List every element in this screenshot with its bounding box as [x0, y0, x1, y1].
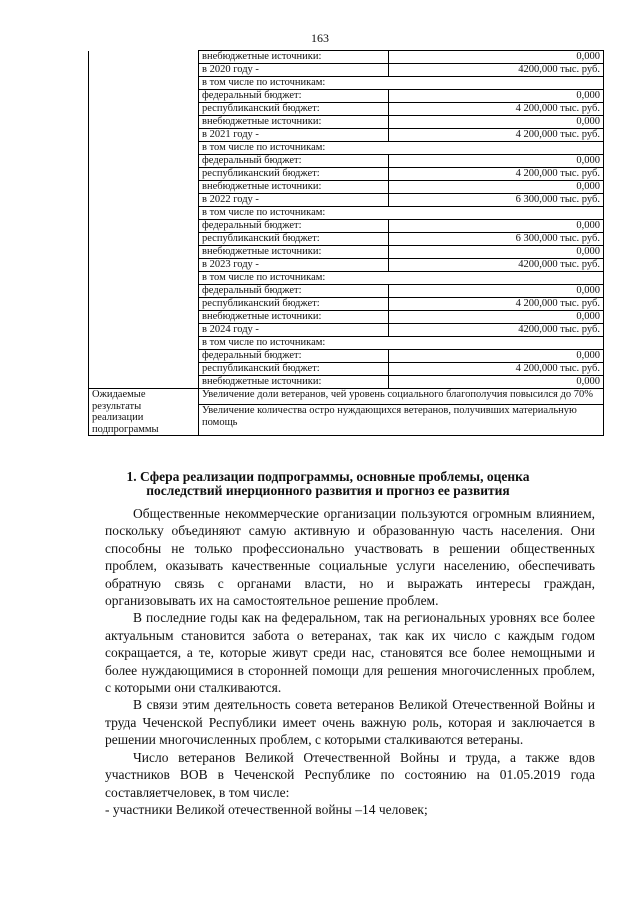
funding-amount: 0,000	[389, 376, 604, 389]
funding-label: республиканский бюджет:	[199, 233, 389, 246]
list-item: - участники Великой отечественной войны –14 человек;	[105, 801, 428, 817]
body-text	[105, 505, 595, 818]
empty-label-cell	[89, 51, 199, 389]
funding-label: в 2021 году -	[199, 129, 389, 142]
funding-label: внебюджетные источники:	[199, 311, 389, 324]
funding-label: внебюджетные источники:	[199, 376, 389, 389]
funding-amount: 4 200,000 тыс. руб.	[389, 298, 604, 311]
paragraph: Общественные некоммерческие организации пользуются огромным влиянием, поскольку объединяют самую активную и образованную часть населения. Они способны не только профессионально участвовать в решении общественных проблем, оказывать качественные социальные услуги населению, обеспечивать обратную связь с органами власти, но и выражать интересы граждан, организовывать их на самостоятельное решение проблем.	[105, 506, 595, 609]
funding-label: федеральный бюджет:	[199, 285, 389, 298]
funding-amount: 4 200,000 тыс. руб.	[389, 129, 604, 142]
funding-label: федеральный бюджет:	[199, 350, 389, 363]
funding-label: в том числе по источникам:	[199, 337, 604, 350]
funding-label: внебюджетные источники:	[199, 181, 389, 194]
funding-label: республиканский бюджет:	[199, 363, 389, 376]
funding-label: федеральный бюджет:	[199, 155, 389, 168]
funding-amount: 0,000	[389, 350, 604, 363]
funding-label: республиканский бюджет:	[199, 168, 389, 181]
expected-results-label: Ожидаемые результаты реализации подпрограммы	[89, 389, 199, 436]
funding-amount: 0,000	[389, 246, 604, 259]
funding-label: федеральный бюджет:	[199, 90, 389, 103]
funding-label: в том числе по источникам:	[199, 142, 604, 155]
funding-label: внебюджетные источники:	[199, 116, 389, 129]
funding-label: внебюджетные источники:	[199, 246, 389, 259]
funding-amount: 0,000	[389, 51, 604, 64]
funding-amount: 0,000	[389, 181, 604, 194]
table-row	[89, 389, 604, 405]
funding-amount: 0,000	[389, 220, 604, 233]
funding-amount: 4200,000 тыс. руб.	[389, 259, 604, 272]
funding-amount: 6 300,000 тыс. руб.	[389, 194, 604, 207]
funding-label: в том числе по источникам:	[199, 272, 604, 285]
funding-label: в 2020 году -	[199, 64, 389, 77]
funding-amount: 0,000	[389, 90, 604, 103]
funding-amount: 0,000	[389, 155, 604, 168]
funding-amount: 4 200,000 тыс. руб.	[389, 103, 604, 116]
paragraph: В последние годы как на федеральном, так на региональных уровнях все более актуальным становится забота о ветеранах, так как их число с каждым годом сокращается, а те, которые живут среди нас, становятся все более немощными и более нуждающимися в сторонней помощи для решения многочисленных проблем, с которыми они сталкиваются.	[105, 610, 595, 696]
funding-amount: 0,000	[389, 311, 604, 324]
funding-label: республиканский бюджет:	[199, 298, 389, 311]
funding-label: в том числе по источникам:	[199, 77, 604, 90]
funding-label: в 2022 году -	[199, 194, 389, 207]
funding-amount: 0,000	[389, 116, 604, 129]
page-number: 163	[311, 31, 329, 45]
funding-amount: 4200,000 тыс. руб.	[389, 324, 604, 337]
funding-label: в 2024 году -	[199, 324, 389, 337]
paragraph: В связи этим деятельность совета ветеранов Великой Отечественной Войны и труда Чеченской Республики имеет очень важную роль, которая и заключается в решении многочисленных проблем, с которыми сталкиваются ветераны.	[105, 697, 595, 748]
funding-table	[88, 50, 604, 436]
funding-label: внебюджетные источники:	[199, 51, 389, 64]
table-row	[89, 51, 604, 64]
expected-result-item: Увеличение количества остро нуждающихся ветеранов, получивших материальную помощь	[199, 405, 604, 436]
funding-label: республиканский бюджет:	[199, 103, 389, 116]
funding-label: в 2023 году -	[199, 259, 389, 272]
funding-label: в том числе по источникам:	[199, 207, 604, 220]
expected-result-item: Увеличение доли ветеранов, чей уровень социального благополучия повысился до 70%	[199, 389, 604, 405]
funding-amount: 4 200,000 тыс. руб.	[389, 168, 604, 181]
funding-label: федеральный бюджет:	[199, 220, 389, 233]
funding-amount: 6 300,000 тыс. руб.	[389, 233, 604, 246]
paragraph: Число ветеранов Великой Отечественной Войны и труда, а также вдов участников ВОВ в Чеченской Республике по состоянию на 01.05.2019 года составляетчеловек, в том числе:	[105, 749, 595, 800]
funding-amount: 0,000	[389, 285, 604, 298]
funding-amount: 4200,000 тыс. руб.	[389, 64, 604, 77]
section-heading: 1. Сфера реализации подпрограммы, основные проблемы, оценка последствий инерционного развития и прогноз ее развития	[126, 469, 530, 498]
funding-amount: 4 200,000 тыс. руб.	[389, 363, 604, 376]
